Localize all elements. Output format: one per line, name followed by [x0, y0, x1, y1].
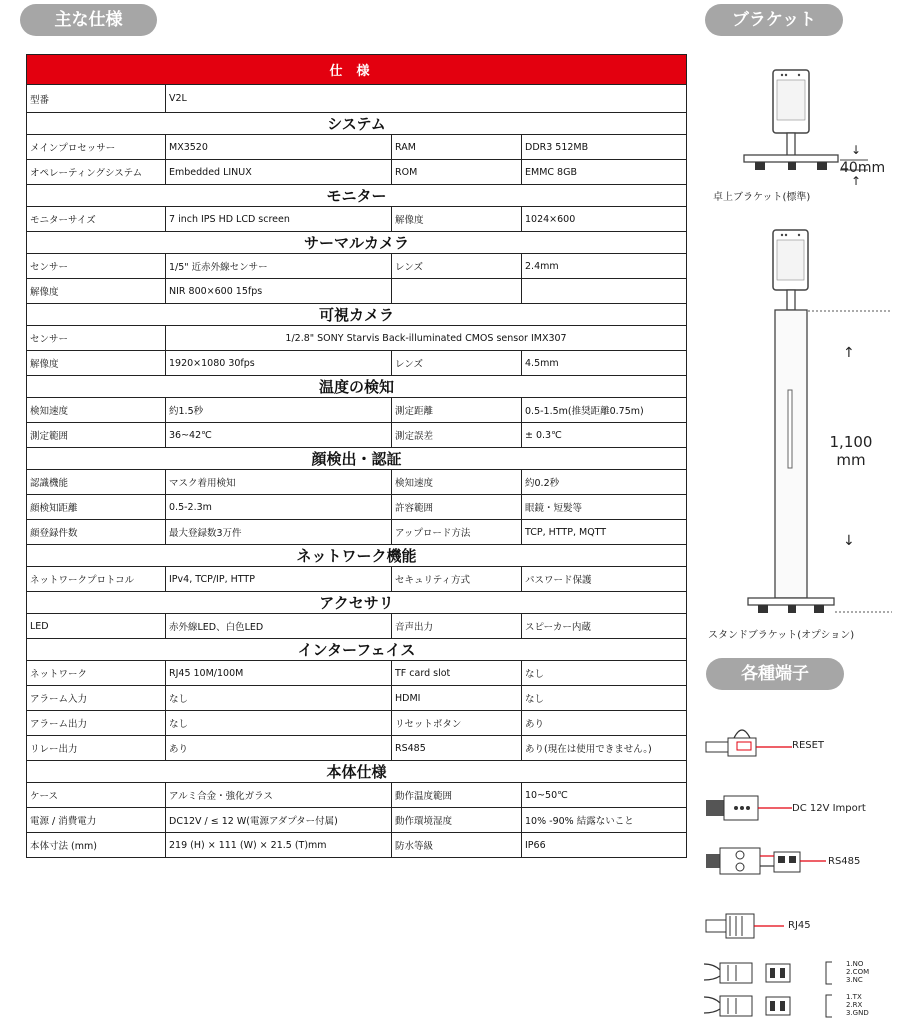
section-header-row	[27, 185, 687, 207]
rs485-connector-icon	[700, 842, 830, 882]
spec-label: ネットワークプロトコル	[27, 567, 166, 592]
spec-value: なし	[166, 686, 392, 711]
spec-row	[27, 495, 687, 520]
spec-label: オペレーティングシステム	[27, 160, 166, 185]
spec-label: HDMI	[392, 686, 522, 711]
dc-label: DC 12V Import	[792, 803, 866, 814]
section-header-row	[27, 639, 687, 661]
relay-pin-1: 1.NO	[846, 960, 864, 968]
spec-value: 1024×600	[522, 207, 687, 232]
spec-row	[27, 254, 687, 279]
ports-heading: 各種端子	[706, 658, 844, 690]
spec-label: 防水等級	[392, 833, 522, 858]
spec-row	[27, 661, 687, 686]
spec-label: ROM	[392, 160, 522, 185]
spec-row	[27, 567, 687, 592]
spec-label: 動作環境湿度	[392, 808, 522, 833]
model-value: V2L	[166, 85, 687, 113]
spec-label: 認識機能	[27, 470, 166, 495]
spec-row	[27, 833, 687, 858]
spec-label: 音声出力	[392, 614, 522, 639]
spec-value: 約0.2秒	[522, 470, 687, 495]
spec-label: リセットボタン	[392, 711, 522, 736]
desk-bracket-label: 卓上ブラケット(標準)	[713, 192, 811, 203]
spec-label: 許容範囲	[392, 495, 522, 520]
spec-label: RAM	[392, 135, 522, 160]
relay-pin-3: 3.NC	[846, 976, 863, 984]
spec-label: リレー出力	[27, 736, 166, 761]
spec-value	[522, 279, 687, 304]
spec-value: 1/2.8" SONY Starvis Back-illuminated CMOS sensor IMX307	[166, 326, 687, 351]
section-title: サーマルカメラ	[27, 232, 687, 254]
spec-value: スピーカー内蔵	[522, 614, 687, 639]
section-header-row	[27, 592, 687, 614]
spec-label: アラーム出力	[27, 711, 166, 736]
section-title: モニター	[27, 185, 687, 207]
desk-height-arrow-up-icon: ↑	[851, 174, 862, 188]
spec-label: レンズ	[392, 254, 522, 279]
spec-row	[27, 398, 687, 423]
serial-connector-icon	[700, 991, 840, 1021]
spec-value: アルミ合金・強化ガラス	[166, 783, 392, 808]
spec-value: なし	[166, 711, 392, 736]
spec-value: 4.5mm	[522, 351, 687, 376]
spec-value: あり	[166, 736, 392, 761]
spec-value: 10~50℃	[522, 783, 687, 808]
spec-label: 本体寸法 (mm)	[27, 833, 166, 858]
section-title: アクセサリ	[27, 592, 687, 614]
spec-value: あり(現在は使用できません。)	[522, 736, 687, 761]
spec-label: ケース	[27, 783, 166, 808]
spec-label: 検知速度	[27, 398, 166, 423]
spec-row	[27, 351, 687, 376]
spec-label: セキュリティ方式	[392, 567, 522, 592]
spec-value: MX3520	[166, 135, 392, 160]
section-title: ネットワーク機能	[27, 545, 687, 567]
spec-label	[392, 279, 522, 304]
spec-row	[27, 686, 687, 711]
bracket-heading: ブラケット	[705, 4, 843, 36]
spec-row	[27, 736, 687, 761]
section-header-row	[27, 545, 687, 567]
section-title: 温度の検知	[27, 376, 687, 398]
spec-value: 1920×1080 30fps	[166, 351, 392, 376]
spec-value: 約1.5秒	[166, 398, 392, 423]
spec-value: 眼鏡・短髪等	[522, 495, 687, 520]
desk-height-label: 40mm	[840, 160, 886, 176]
section-header-row	[27, 761, 687, 783]
serial-pin-1: 1.TX	[846, 993, 862, 1001]
serial-pin-3: 3.GND	[846, 1009, 869, 1017]
spec-label: モニターサイズ	[27, 207, 166, 232]
section-header-row	[27, 376, 687, 398]
section-title: 可視カメラ	[27, 304, 687, 326]
stand-height-unit: mm	[836, 451, 866, 469]
section-title: インターフェイス	[27, 639, 687, 661]
spec-value: 10% -90% 結露ないこと	[522, 808, 687, 833]
spec-value: DDR3 512MB	[522, 135, 687, 160]
main-specs-heading: 主な仕様	[20, 4, 157, 36]
spec-row	[27, 207, 687, 232]
relay-connector-icon	[700, 958, 840, 988]
stand-height-arrow-up-icon: ↑	[843, 345, 855, 361]
spec-header: 仕様	[27, 55, 687, 85]
section-header-row	[27, 448, 687, 470]
section-title: 本体仕様	[27, 761, 687, 783]
spec-value: なし	[522, 661, 687, 686]
spec-label: ネットワーク	[27, 661, 166, 686]
spec-value: ± 0.3℃	[522, 423, 687, 448]
desk-height-arrow-down-icon: ↓	[851, 143, 862, 157]
rj45-label: RJ45	[788, 920, 811, 931]
spec-table	[26, 54, 687, 858]
spec-label: レンズ	[392, 351, 522, 376]
rs485-label: RS485	[828, 856, 861, 867]
reset-label: RESET	[792, 740, 825, 751]
spec-row	[27, 808, 687, 833]
spec-value: パスワード保護	[522, 567, 687, 592]
spec-label: アップロード方法	[392, 520, 522, 545]
spec-value: 1/5" 近赤外線センサー	[166, 254, 392, 279]
spec-row	[27, 614, 687, 639]
spec-value: 219 (H) × 111 (W) × 21.5 (T)mm	[166, 833, 392, 858]
spec-label: センサー	[27, 326, 166, 351]
section-title: システム	[27, 113, 687, 135]
spec-label: 動作温度範囲	[392, 783, 522, 808]
spec-value: 最大登録数3万件	[166, 520, 392, 545]
spec-label: 解像度	[27, 351, 166, 376]
stand-bracket-illustration	[700, 220, 900, 630]
reset-connector-icon	[700, 720, 800, 765]
spec-label: センサー	[27, 254, 166, 279]
spec-label: アラーム入力	[27, 686, 166, 711]
spec-value: TCP, HTTP, MQTT	[522, 520, 687, 545]
model-label: 型番	[27, 85, 166, 113]
spec-row	[27, 470, 687, 495]
spec-row	[27, 160, 687, 185]
spec-value: 36~42℃	[166, 423, 392, 448]
spec-label: TF card slot	[392, 661, 522, 686]
spec-label: RS485	[392, 736, 522, 761]
spec-label: 解像度	[392, 207, 522, 232]
spec-label: 測定誤差	[392, 423, 522, 448]
spec-value: EMMC 8GB	[522, 160, 687, 185]
spec-row	[27, 783, 687, 808]
spec-row	[27, 326, 687, 351]
spec-label: 検知速度	[392, 470, 522, 495]
section-header-row	[27, 304, 687, 326]
spec-value: あり	[522, 711, 687, 736]
stand-bracket-label: スタンドブラケット(オプション)	[708, 630, 855, 641]
spec-label: 測定範囲	[27, 423, 166, 448]
model-row	[27, 85, 687, 113]
spec-value: 7 inch IPS HD LCD screen	[166, 207, 392, 232]
spec-value: IP66	[522, 833, 687, 858]
spec-row	[27, 423, 687, 448]
relay-pin-2: 2.COM	[846, 968, 870, 976]
stand-height-arrow-down-icon: ↓	[843, 533, 855, 549]
spec-label: 解像度	[27, 279, 166, 304]
section-title: 顔検出・認証	[27, 448, 687, 470]
spec-row	[27, 135, 687, 160]
spec-value: RJ45 10M/100M	[166, 661, 392, 686]
spec-value: 0.5-2.3m	[166, 495, 392, 520]
section-header-row	[27, 113, 687, 135]
spec-value: NIR 800×600 15fps	[166, 279, 392, 304]
spec-value: なし	[522, 686, 687, 711]
spec-label: 顔登録件数	[27, 520, 166, 545]
spec-value: マスク着用検知	[166, 470, 392, 495]
rj45-connector-icon	[700, 908, 800, 944]
spec-label: 電源 / 消費電力	[27, 808, 166, 833]
spec-label: LED	[27, 614, 166, 639]
spec-value: 2.4mm	[522, 254, 687, 279]
spec-value: IPv4, TCP/IP, HTTP	[166, 567, 392, 592]
spec-header-row	[27, 55, 687, 85]
spec-label: 測定距離	[392, 398, 522, 423]
spec-value: DC12V / ≤ 12 W(電源アダプター付属)	[166, 808, 392, 833]
spec-value: 赤外線LED、白色LED	[166, 614, 392, 639]
spec-value: 0.5-1.5m(推奨距離0.75m)	[522, 398, 687, 423]
spec-label: メインプロセッサー	[27, 135, 166, 160]
spec-row	[27, 520, 687, 545]
spec-row	[27, 279, 687, 304]
serial-pin-2: 2.RX	[846, 1001, 863, 1009]
spec-value: Embedded LINUX	[166, 160, 392, 185]
section-header-row	[27, 232, 687, 254]
spec-row	[27, 711, 687, 736]
spec-label: 顔検知距離	[27, 495, 166, 520]
stand-height-number: 1,100	[829, 433, 873, 451]
